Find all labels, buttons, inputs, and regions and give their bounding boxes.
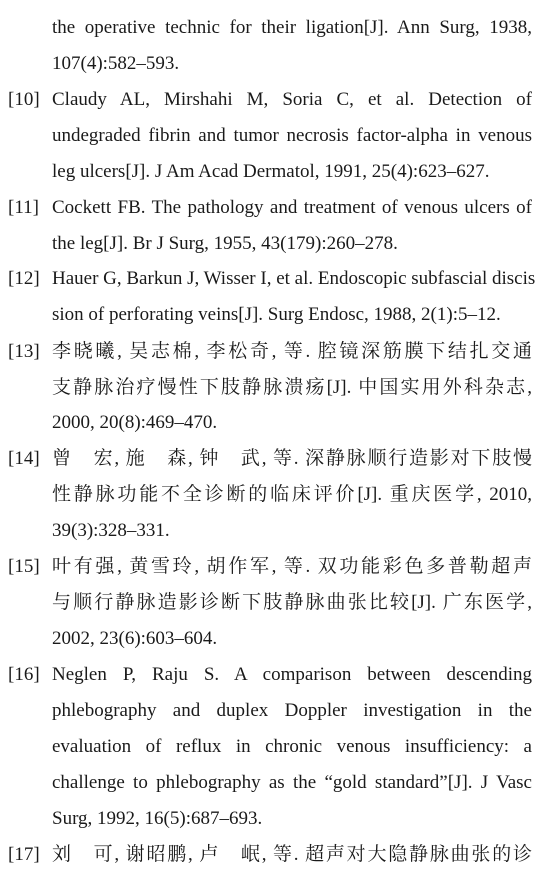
reference-number: [14]	[8, 448, 40, 469]
reference-line	[0, 805, 550, 833]
reference-line	[0, 86, 550, 114]
reference-text: the operative technic for their ligation[J]. Ann Surg, 1938,	[52, 17, 532, 38]
reference-line	[0, 445, 550, 473]
reference-line	[0, 194, 550, 222]
reference-text: sion of perforating veins[J]. Surg Endosc, 1988, 2(1):5–12.	[52, 304, 501, 325]
reference-line	[0, 14, 550, 42]
reference-line	[0, 158, 550, 186]
reference-text: 107(4):582–593.	[52, 53, 180, 74]
reference-line	[0, 481, 550, 509]
reference-text: 与顺行静脉造影诊断下肢静脉曲张比较[J]. 广东医学,	[52, 592, 532, 613]
reference-text: 李晓曦, 吴志棉, 李松奇, 等. 腔镜深筋膜下结扎交通	[52, 341, 532, 362]
reference-number: [16]	[8, 664, 40, 685]
reference-text: undegraded fibrin and tumor necrosis factor-alpha in venous	[52, 125, 532, 146]
reference-line	[0, 589, 550, 617]
reference-text: 叶有强, 黄雪玲, 胡作军, 等. 双功能彩色多普勒超声	[52, 556, 532, 577]
reference-text: phlebography and duplex Doppler investigation in the	[52, 700, 532, 721]
reference-line	[0, 301, 550, 329]
reference-text: 性静脉功能不全诊断的临床评价[J]. 重庆医学, 2010,	[52, 484, 532, 505]
reference-text: 39(3):328–331.	[52, 520, 170, 541]
reference-text: challenge to phlebography as the “gold standard”[J]. J Vasc	[52, 772, 532, 793]
reference-line	[0, 769, 550, 797]
reference-line	[0, 265, 550, 293]
reference-line	[0, 50, 550, 78]
reference-text: 刘 可, 谢昭鹏, 卢 岷, 等. 超声对大隐静脉曲张的诊	[52, 844, 532, 865]
reference-line	[0, 517, 550, 545]
reference-line	[0, 841, 550, 869]
reference-text: Hauer G, Barkun J, Wisser I, et al. Endoscopic subfascial discis	[52, 268, 536, 289]
reference-number: [11]	[8, 197, 39, 218]
reference-text: Cockett FB. The pathology and treatment of venous ulcers of	[52, 197, 532, 218]
reference-line	[0, 374, 550, 402]
reference-text: 支静脉治疗慢性下肢静脉溃疡[J]. 中国实用外科杂志,	[52, 377, 532, 398]
reference-text: 曾 宏, 施 森, 钟 武, 等. 深静脉顺行造影对下肢慢	[52, 448, 532, 469]
reference-text: Neglen P, Raju S. A comparison between descending	[52, 664, 532, 685]
reference-text: leg ulcers[J]. J Am Acad Dermatol, 1991, 25(4):623–627.	[52, 161, 490, 182]
reference-line	[0, 661, 550, 689]
reference-line	[0, 733, 550, 761]
reference-text: 2000, 20(8):469–470.	[52, 412, 218, 433]
reference-line	[0, 230, 550, 258]
reference-line	[0, 625, 550, 653]
reference-text: Claudy AL, Mirshahi M, Soria C, et al. Detection of	[52, 89, 532, 110]
reference-text: Surg, 1992, 16(5):687–693.	[52, 808, 263, 829]
reference-number: [10]	[8, 89, 40, 110]
reference-number: [12]	[8, 268, 40, 289]
reference-number: [15]	[8, 556, 40, 577]
reference-number: [13]	[8, 341, 40, 362]
reference-text: evaluation of reflux in chronic venous insufficiency: a	[52, 736, 532, 757]
reference-text: the leg[J]. Br J Surg, 1955, 43(179):260–278.	[52, 233, 398, 254]
reference-text: 2002, 23(6):603–604.	[52, 628, 218, 649]
reference-line	[0, 122, 550, 150]
reference-line	[0, 338, 550, 366]
reference-line	[0, 553, 550, 581]
reference-number: [17]	[8, 844, 40, 865]
reference-line	[0, 697, 550, 725]
reference-line	[0, 409, 550, 437]
